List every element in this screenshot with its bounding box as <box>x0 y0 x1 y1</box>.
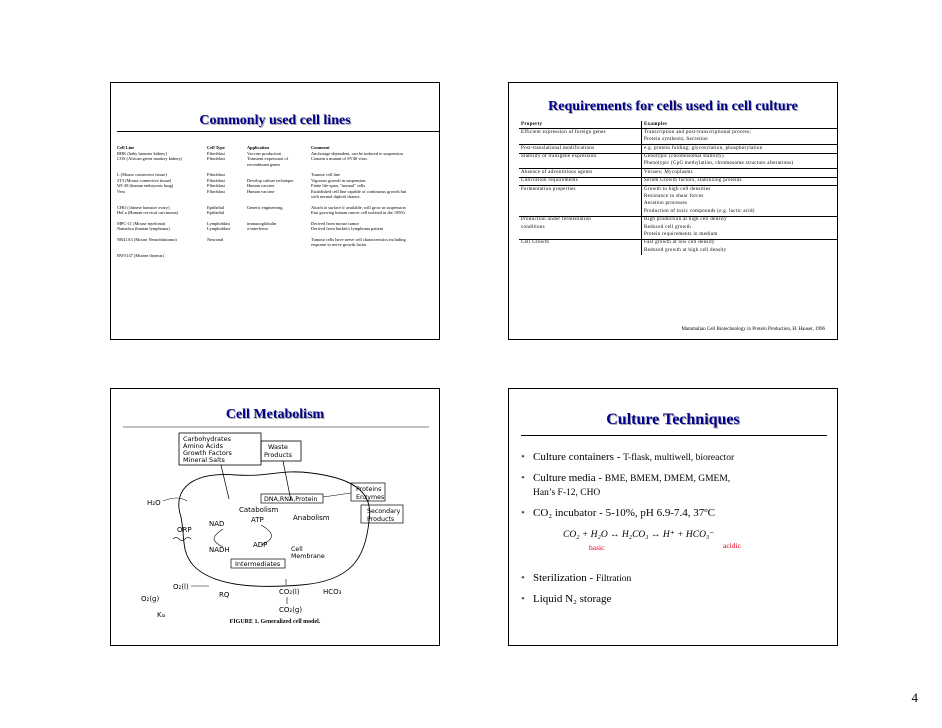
proteins-arrow <box>323 493 351 497</box>
property-cell: Absence of adventitious agents <box>519 169 642 177</box>
header-cell: Cell Type <box>207 145 225 150</box>
table-cell: Attach to surface if available, will grow in suspension <box>311 204 406 210</box>
table-row <box>519 231 837 239</box>
table-row <box>519 208 837 216</box>
table-cell: 3T3 (Mouse connective tissue) <box>117 177 172 183</box>
table-cell: Fibroblast <box>207 150 225 156</box>
table-cell: Fibroblast <box>207 156 225 161</box>
slide-cell-metabolism <box>110 388 440 646</box>
slide-commonly-used-cell-lines <box>110 82 440 340</box>
table-cell <box>311 253 439 259</box>
property-cell <box>519 194 642 201</box>
property-cell: conditions <box>519 224 642 231</box>
nad-label: NAD <box>209 520 225 528</box>
example-cell: Growth to high cell densities <box>642 186 838 194</box>
example-cell: Reduced cell growth <box>644 224 692 230</box>
table-cell <box>311 162 439 168</box>
page-number: 4 <box>911 690 918 705</box>
slide-culture-techniques <box>508 388 838 646</box>
membrane-label: Cell <box>291 546 303 553</box>
table-cell: immunoglobulin <box>247 220 277 226</box>
property-cell <box>519 161 642 169</box>
table-cell <box>207 242 247 248</box>
rq-label: RQ <box>219 591 230 599</box>
list-item <box>521 572 831 586</box>
property-cell: Cell Growth <box>519 239 642 247</box>
header-cell: Property <box>519 121 642 129</box>
list-item <box>521 507 831 520</box>
table-cell: Established cell line capable of continuous growth but <box>311 188 407 194</box>
table-cell: BW5147 (Murine thymus) <box>117 252 164 258</box>
table-cell: Develop culture technique <box>247 177 294 183</box>
bullet-detail-text: Filtration <box>595 574 632 584</box>
nutrients-label: Carbohydrates <box>183 435 231 443</box>
adp-label: ADP <box>253 541 268 549</box>
bullet-main-text: Liquid N₂ storage <box>533 593 612 605</box>
table-cell <box>207 162 247 168</box>
example-cell: Serum Growth factors, stabilizing proteins <box>642 177 838 185</box>
title-rule <box>521 435 827 436</box>
example-cell: Aeration processes <box>644 201 688 207</box>
table-cell <box>247 242 311 248</box>
kla-label: Kₗₐ <box>157 611 166 619</box>
example-cell: Protein requirements in medium <box>644 231 718 237</box>
dna-label: DNA,RNA,Protein <box>264 496 318 503</box>
table-cell: Namalwa (human lymphoma) <box>117 226 170 231</box>
table-cell: Epithelial <box>207 204 225 210</box>
table-cell: COS (African green monkey kidney) <box>117 156 183 161</box>
table-cell: Finite life-span, "normal" cells <box>311 183 366 188</box>
nutrients-label: Mineral Salts <box>183 456 225 464</box>
table-cell: response to nerve growth factor <box>311 242 367 247</box>
table-cell <box>247 210 311 216</box>
table-row <box>117 253 439 259</box>
slide-title: Culture Techniques <box>606 411 740 428</box>
example-cell: Viruses; Mycoplasms <box>642 169 838 177</box>
table-cell: L (Mouse connective tissue) <box>117 172 167 177</box>
table-cell: Human vaccine <box>247 183 275 188</box>
water-label: H₂O <box>147 499 161 507</box>
slide-title: Commonly used cell lines <box>199 113 351 128</box>
table-cell: BHK (baby hamster kidney) <box>117 150 167 156</box>
table-cell <box>207 253 247 259</box>
nutrients-label: Growth Factors <box>183 449 232 457</box>
table-cell: with normal diploid charact. <box>311 194 361 199</box>
property-cell: Post-translational modifications <box>519 145 642 153</box>
example-cell: Protein synthesis; Secretion <box>644 137 708 143</box>
table-row <box>519 216 837 224</box>
table-cell: Vero <box>117 188 126 194</box>
bullet-icon: • <box>521 507 525 519</box>
bullet-detail-text: T-flask, multiwell, bioreactor <box>623 453 735 463</box>
property-cell <box>519 247 642 254</box>
table-cell: a-interferon <box>247 226 268 231</box>
bullet-icon: • <box>521 451 525 463</box>
property-cell <box>519 231 642 239</box>
bullet-main-text: Culture media - <box>533 472 605 484</box>
table-row <box>519 169 837 177</box>
requirements-table <box>519 121 837 255</box>
table-cell: Neuronal <box>207 236 224 242</box>
example-cell: Resistance to shear forces <box>644 194 704 200</box>
list-item <box>521 451 831 465</box>
table-cell: Fast growing human cancer cell isolated in the 1950's <box>311 210 406 215</box>
table-cell: Vigorous growth in suspension <box>311 177 366 183</box>
property-cell <box>519 208 642 216</box>
property-cell: Fermentation properties <box>519 186 642 194</box>
table-cell: Genetic engineering <box>247 204 283 210</box>
table-body <box>117 151 439 259</box>
table-cell: Fibroblast <box>207 177 225 183</box>
acidic-label: acidic <box>723 541 741 550</box>
example-cell: Reduced growth at high cell density <box>644 247 727 253</box>
table-cell: MPC-11 (Mouse myeloma) <box>117 220 166 226</box>
table-header-row <box>519 121 837 129</box>
bicarbonate-label: HCO₃ <box>323 588 342 596</box>
example-cell: High production at high cell density <box>642 216 838 224</box>
table-row <box>519 224 837 231</box>
table-cell: Anchorage dependent, can be induced to suspension <box>311 150 403 156</box>
example-cell: Genotypic (chromosomal stability) <box>642 153 838 161</box>
membrane-label: Membrane <box>291 553 325 560</box>
example-cell: e.g. protein folding; glycosylation, phosphorylation <box>642 145 838 153</box>
header-cell: Comment <box>311 145 330 150</box>
example-cell: Fast growth at low cell density <box>642 239 838 247</box>
table-cell: Lymphoblast <box>207 226 230 231</box>
co2-gas-label: CO₂(g) <box>279 606 303 614</box>
header-cell: Examples <box>642 121 838 129</box>
bullet-icon: • <box>521 593 525 605</box>
secondary-label: Products <box>367 516 395 523</box>
table-cell: Epithelial <box>207 210 225 215</box>
source-citation: Mammalian Cell Biotechnology in Protein Production, H. Hauser, 1996 <box>681 327 825 332</box>
table-cell <box>207 194 247 200</box>
catabolism-label: Catabolism <box>239 506 279 514</box>
slide-requirements <box>508 82 838 340</box>
bullet-detail-text: Han’s F-12, CHO <box>533 488 601 498</box>
property-cell: Cultivation requirements <box>519 177 642 185</box>
bullet-main-text: Culture containers - <box>533 451 624 463</box>
waste-label: Products <box>264 451 293 459</box>
proteins-label: Proteins <box>356 486 382 493</box>
nadh-label: NADH <box>209 546 230 554</box>
waste-arrow <box>283 461 291 501</box>
table-row <box>519 201 837 208</box>
proteins-label: Enzymes <box>356 494 385 501</box>
table-cell: Human vaccine <box>247 188 275 194</box>
example-cell: Phenotypic (CpG methylation, chromosome structure alterations) <box>644 161 794 167</box>
secondary-label: Secondary <box>367 508 401 515</box>
atp-label: ATP <box>251 516 264 524</box>
waste-label: Waste <box>268 443 288 451</box>
table-row <box>117 210 439 216</box>
bullet-icon: • <box>521 572 525 584</box>
header-cell: Cell Line <box>117 145 135 150</box>
property-cell <box>519 137 642 145</box>
slide-title: Requirements for cells used in cell culture <box>548 99 798 114</box>
table-row <box>519 239 837 247</box>
table-cell: Transient expression of <box>247 156 289 161</box>
table-row <box>117 226 439 232</box>
table-cell: Tumour cells have nerve cell characteristics including <box>311 236 406 242</box>
o2-liquid-label: O₂(l) <box>173 583 189 591</box>
orp-label: ORP <box>177 526 192 534</box>
property-cell: Production under fermentation <box>519 216 642 224</box>
table-cell: Tumour cell line <box>311 172 341 177</box>
table-row <box>519 194 837 201</box>
table-cell: Fibroblast <box>207 172 225 177</box>
title-rule <box>117 131 439 132</box>
property-cell <box>519 201 642 208</box>
list-item <box>521 472 831 500</box>
figure-caption: FIGURE 1. Generalized cell model. <box>229 619 321 625</box>
table-cell: recombinant genes <box>247 161 281 167</box>
table-row <box>519 137 837 145</box>
bullet-main-text: CO₂ incubator - 5-10%, pH 6.9-7.4, 37ºC <box>533 507 715 519</box>
list-item <box>521 593 831 606</box>
header-cell: Application <box>247 145 269 150</box>
example-cell: Production of toxic compounds (e.g. lactic acid) <box>644 208 755 214</box>
example-cell: Transcription and post-transcriptional process; <box>644 129 752 135</box>
table-cell: HeLa (Human cervical carcinoma) <box>117 210 179 215</box>
nutrient-arrow <box>221 465 229 499</box>
nad-cycle <box>214 529 223 547</box>
cell-lines-table <box>117 145 439 258</box>
table-cell <box>247 194 311 200</box>
table-cell: Fibroblast <box>207 188 225 194</box>
bullet-main-text: Sterilization - <box>533 572 596 584</box>
table-cell: NB41A3 (Mouse Neuroblastoma) <box>117 236 177 242</box>
table-row <box>519 247 837 254</box>
table-row <box>519 129 837 137</box>
table-row <box>519 145 837 153</box>
table-cell: CHO (chinese hamster ovary) <box>117 204 170 210</box>
table-cell: Contain a mutant of SV40 virus <box>311 156 367 161</box>
water-arrow <box>163 498 187 501</box>
table-cell: Derived from mouse tumor <box>311 220 359 226</box>
bullet-icon: • <box>521 472 525 484</box>
o2-gas-label: O₂(g) <box>141 595 160 603</box>
property-cell: Stability of transgene expression <box>519 153 642 161</box>
cell-model-diagram <box>111 389 440 646</box>
intermediates-label: Intermediates <box>235 560 281 568</box>
table-cell: Vaccine production <box>247 150 282 156</box>
basic-label: basic <box>589 543 605 552</box>
table-cell: Derived from burkitt's lymphoma patient <box>311 226 384 231</box>
table-cell: Fibroblast <box>207 183 225 188</box>
table-row <box>519 186 837 194</box>
nutrients-label: Amino Acids <box>183 442 223 450</box>
table-cell: Lymphoblast <box>207 220 230 226</box>
carbonate-equation: CO₂ + H₂O ↔ H₂CO₃ ↔ H⁺ + HCO₃⁻ <box>563 530 715 540</box>
cell-membrane-outline <box>179 472 370 587</box>
slide-title: Cell Metabolism <box>225 407 325 422</box>
anabolism-label: Anabolism <box>293 514 330 522</box>
orp-electrode <box>173 538 191 541</box>
bullet-detail-text: BME, BMEM, DMEM, GMEM, <box>604 474 731 484</box>
table-row <box>519 177 837 185</box>
table-row <box>519 161 837 169</box>
co2-liquid-label: CO₂(l) <box>279 588 300 596</box>
property-cell: Efficient expression of foreign genes <box>519 129 642 137</box>
table-cell: WI-38 (human embryonic lung) <box>117 183 174 188</box>
table-cell <box>247 253 311 259</box>
table-row <box>519 153 837 161</box>
